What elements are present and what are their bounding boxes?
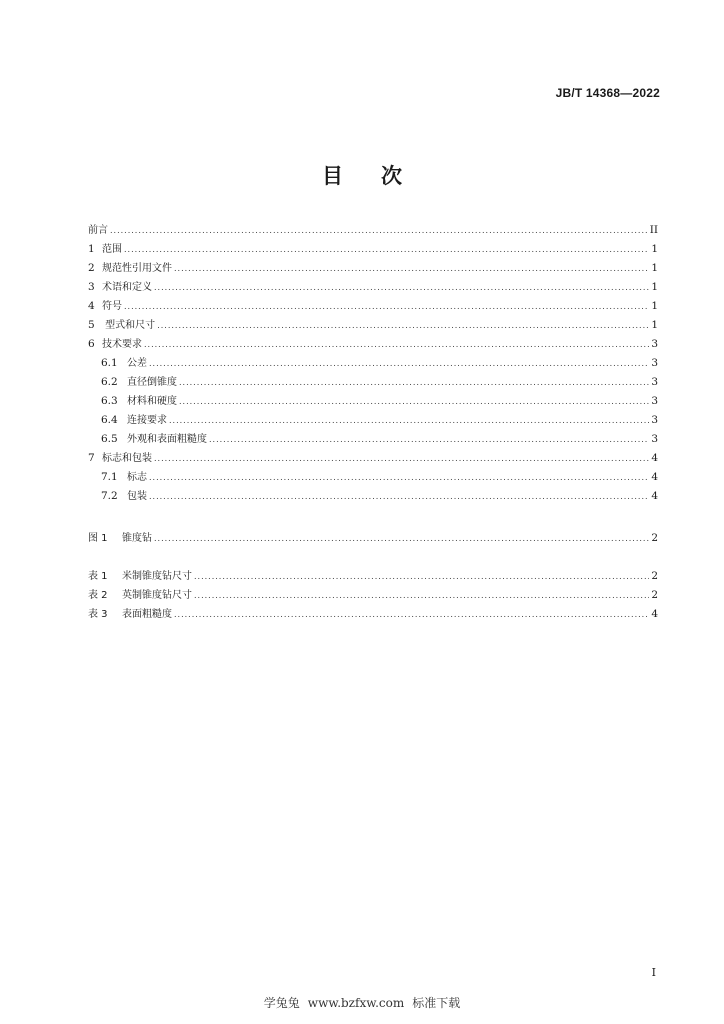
table-number: 表 3 bbox=[88, 609, 108, 620]
toc-sections bbox=[88, 221, 658, 506]
table-number: 表 1 bbox=[88, 571, 108, 582]
toc-entry-number: 5 bbox=[88, 319, 95, 331]
toc-entry-label: 外观和表面粗糙度 bbox=[127, 434, 207, 445]
toc-entry-label: 型式和尺寸 bbox=[102, 320, 156, 331]
toc-tables bbox=[88, 567, 658, 624]
toc-entry-label: 标志 bbox=[127, 472, 147, 483]
toc-entry-page: 1 bbox=[651, 319, 658, 331]
toc-entry-number: 4 bbox=[88, 300, 95, 312]
leader-dots bbox=[179, 373, 649, 392]
toc-entry-number: 3 bbox=[88, 281, 95, 293]
title-char-1: 目 bbox=[322, 164, 343, 188]
toc-entry-page: 1 bbox=[651, 300, 658, 312]
toc-entry-label: 标志和包装 bbox=[102, 453, 152, 464]
toc-entry[interactable] bbox=[88, 240, 658, 259]
table-page: 4 bbox=[651, 608, 658, 620]
toc-entry-number: 6.3 bbox=[101, 395, 118, 407]
toc-entry[interactable] bbox=[88, 278, 658, 297]
toc-entry-page: 3 bbox=[651, 414, 658, 426]
leader-dots bbox=[174, 605, 649, 624]
leader-dots bbox=[124, 240, 649, 259]
toc-entry-page: 1 bbox=[651, 243, 658, 255]
toc-entry-number: 2 bbox=[88, 262, 95, 274]
toc-entry-label: 直径倒锥度 bbox=[127, 377, 177, 388]
figure-entry[interactable] bbox=[88, 529, 658, 548]
table-number: 表 2 bbox=[88, 590, 108, 601]
toc-figures bbox=[88, 529, 658, 548]
toc-entry-page: II bbox=[649, 224, 658, 236]
toc-entry-label: 连接要求 bbox=[127, 415, 167, 426]
table-entry[interactable] bbox=[88, 567, 658, 586]
leader-dots bbox=[194, 586, 649, 605]
figure-page: 2 bbox=[651, 532, 658, 544]
table-label: 英制锥度钻尺寸 bbox=[122, 590, 192, 601]
figure-number: 图 1 bbox=[88, 533, 108, 544]
toc-entry-label: 包装 bbox=[127, 491, 147, 502]
toc-entry-label: 材料和硬度 bbox=[127, 396, 177, 407]
toc-entry[interactable] bbox=[88, 221, 658, 240]
watermark bbox=[0, 994, 724, 1011]
toc-subentry[interactable] bbox=[88, 373, 658, 392]
standard-number: JB/T 14368—2022 bbox=[555, 86, 660, 100]
toc-entry-page: 3 bbox=[651, 433, 658, 445]
toc-entry-label: 术语和定义 bbox=[102, 282, 152, 293]
table-page: 2 bbox=[651, 570, 658, 582]
toc-entry-page: 3 bbox=[651, 376, 658, 388]
table-page: 2 bbox=[651, 589, 658, 601]
toc-subentry[interactable] bbox=[88, 354, 658, 373]
toc-entry-page: 3 bbox=[651, 338, 658, 350]
leader-dots bbox=[194, 567, 649, 586]
watermark-tagline: 标准下载 bbox=[412, 996, 461, 1010]
toc-entry-label: 符号 bbox=[102, 301, 122, 312]
toc-entry-label: 前言 bbox=[88, 225, 108, 236]
toc-entry-number: 7.2 bbox=[101, 490, 118, 502]
toc-entry-number: 7 bbox=[88, 452, 95, 464]
toc-entry-number: 6.2 bbox=[101, 376, 118, 388]
leader-dots bbox=[209, 430, 649, 449]
leader-dots bbox=[149, 487, 649, 506]
leader-dots bbox=[179, 392, 649, 411]
toc-entry-page: 1 bbox=[651, 281, 658, 293]
page-title bbox=[0, 160, 724, 190]
toc-entry-page: 4 bbox=[651, 471, 658, 483]
toc-entry-number: 6.1 bbox=[101, 357, 118, 369]
toc-entry[interactable] bbox=[88, 297, 658, 316]
toc-subentry[interactable] bbox=[88, 468, 658, 487]
toc-entry-page: 4 bbox=[651, 452, 658, 464]
leader-dots bbox=[149, 468, 649, 487]
leader-dots bbox=[174, 259, 649, 278]
toc-subentry[interactable] bbox=[88, 392, 658, 411]
figure-label: 锥度钻 bbox=[122, 533, 152, 544]
page-number: I bbox=[651, 966, 656, 979]
toc-entry[interactable] bbox=[88, 449, 658, 468]
table-entry[interactable] bbox=[88, 586, 658, 605]
toc-entry-number: 6 bbox=[88, 338, 95, 350]
toc-entry-page: 4 bbox=[651, 490, 658, 502]
watermark-brand: 学兔兔 bbox=[263, 996, 300, 1010]
leader-dots bbox=[154, 449, 649, 468]
toc-entry-number: 7.1 bbox=[101, 471, 118, 483]
table-label: 表面粗糙度 bbox=[122, 609, 172, 620]
leader-dots bbox=[157, 316, 649, 335]
toc-entry-label: 公差 bbox=[127, 358, 147, 369]
leader-dots bbox=[154, 529, 649, 548]
toc-subentry[interactable] bbox=[88, 411, 658, 430]
leader-dots bbox=[110, 221, 648, 240]
table-entry[interactable] bbox=[88, 605, 658, 624]
toc-entry-page: 3 bbox=[651, 395, 658, 407]
watermark-url[interactable]: www.bzfxw.com bbox=[307, 996, 405, 1010]
toc-subentry[interactable] bbox=[88, 430, 658, 449]
toc-entry[interactable] bbox=[88, 259, 658, 278]
title-char-2: 次 bbox=[381, 164, 402, 188]
leader-dots bbox=[154, 278, 649, 297]
toc-entry[interactable] bbox=[88, 316, 658, 335]
toc-subentry[interactable] bbox=[88, 487, 658, 506]
toc-entry-page: 3 bbox=[651, 357, 658, 369]
leader-dots bbox=[169, 411, 649, 430]
toc-entry-label: 规范性引用文件 bbox=[102, 263, 172, 274]
leader-dots bbox=[144, 335, 649, 354]
toc-entry[interactable] bbox=[88, 335, 658, 354]
leader-dots bbox=[149, 354, 649, 373]
toc-entry-label: 范围 bbox=[102, 244, 122, 255]
toc-entry-number: 6.4 bbox=[101, 414, 118, 426]
toc-entry-number: 1 bbox=[88, 243, 95, 255]
toc-entry-page: 1 bbox=[651, 262, 658, 274]
table-label: 米制锥度钻尺寸 bbox=[122, 571, 192, 582]
leader-dots bbox=[124, 297, 649, 316]
toc-entry-label: 技术要求 bbox=[102, 339, 142, 350]
toc-entry-number: 6.5 bbox=[101, 433, 118, 445]
